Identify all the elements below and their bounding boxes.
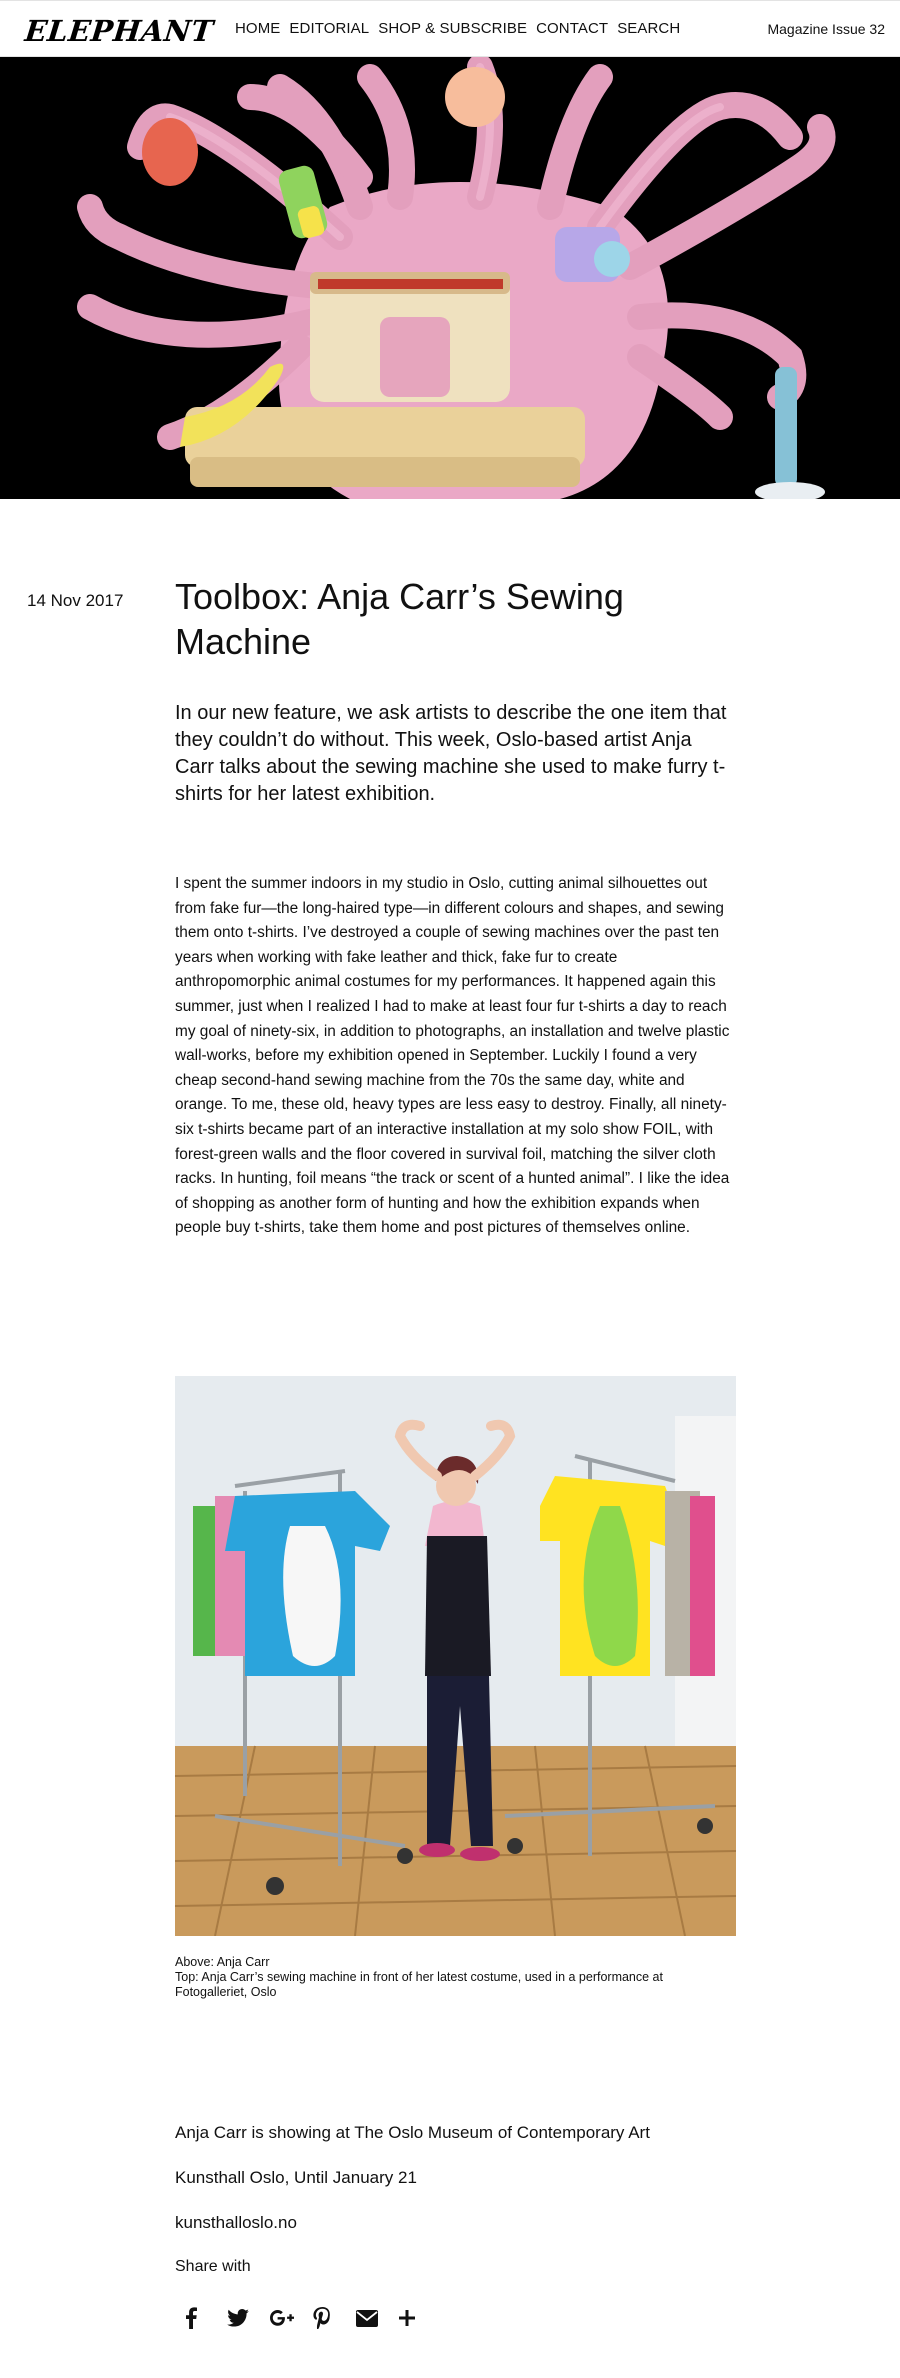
nav-contact[interactable]: CONTACT	[536, 20, 609, 37]
pinterest-icon[interactable]	[313, 2305, 356, 2331]
nav-home[interactable]: HOME	[235, 20, 281, 37]
article-body: I spent the summer indoors in my studio in Oslo, cutting animal silhouettes out from fake fur—the long-haired type—in different colours and shapes, and sewing them onto t-shirts. I’ve destroyed a couple of sewing machines over the past ten years when working with fake leather and thick, fake fur to create anthropomorphic animal costumes for my performances. It happened again this summer, just when I realized I had to make at least four fur t-shirts a day to reach my goal of ninety-six, in addition to photographs, an installation and twelve plastic wall-works, before my exhibition opened in September. Luckily I found a very cheap second-hand sewing machine from the 70s the same day, white and orange. To me, these old, heavy types are less easy to destroy. Finally, all ninety-six t-shirts became part of an interactive installation at my solo show FOIL, with forest-green walls and the floor covered in survival foil, matching the silver cloth racks. In hunting, foil means “the track or scent of a hunted animal”. I like the idea of shopping as another form of hunting and how the exhibition expands when people buy t-shirts, take them home and post pictures of themselves online.	[175, 875, 730, 1237]
hero-sewing-machine-illustration	[0, 57, 900, 499]
nav-editorial[interactable]: EDITORIAL	[289, 20, 370, 37]
nav-search[interactable]: SEARCH	[617, 20, 681, 37]
caption-line-2: Top: Anja Carr’s sewing machine in front of her latest costume, used in a performance at Fotogalleriet, Oslo	[175, 1970, 663, 1999]
artist-with-tshirt-racks-illustration	[175, 1376, 736, 1936]
exhibition-info: Anja Carr is showing at The Oslo Museum of Contemporary Art	[175, 2123, 650, 2142]
photo-caption	[175, 1955, 735, 2000]
article-title: Toolbox: Anja Carr’s Sewing Machine	[175, 576, 624, 662]
site-header	[0, 0, 900, 57]
twitter-icon[interactable]	[227, 2305, 270, 2331]
exhibition-venue-dates: Kunsthall Oslo, Until January 21	[175, 2168, 417, 2187]
share-label: Share with	[175, 2258, 251, 2275]
facebook-icon[interactable]	[184, 2305, 227, 2331]
site-logo[interactable]: ELEPHANT	[23, 14, 216, 48]
exhibition-website-link[interactable]: kunsthalloslo.no	[175, 2213, 297, 2232]
email-icon[interactable]	[356, 2305, 399, 2331]
magazine-issue-link[interactable]: Magazine Issue 32	[767, 21, 885, 37]
article-date: 14 Nov 2017	[27, 591, 124, 610]
plus-icon[interactable]	[399, 2305, 442, 2331]
article-lead: In our new feature, we ask artists to describe the one item that they couldn’t do without. This week, Oslo-based artist Anja Carr talks about the sewing machine she used to make furry t-shirts for her latest exhibition.	[175, 702, 727, 805]
nav-shop-subscribe[interactable]: SHOP & SUBSCRIBE	[378, 20, 528, 37]
google-plus-icon[interactable]	[270, 2305, 313, 2331]
artist-photo	[175, 1376, 736, 1936]
hero-image	[0, 57, 900, 499]
caption-line-1: Above: Anja Carr	[175, 1955, 270, 1969]
share-buttons	[184, 2305, 442, 2331]
main-nav	[235, 20, 689, 37]
